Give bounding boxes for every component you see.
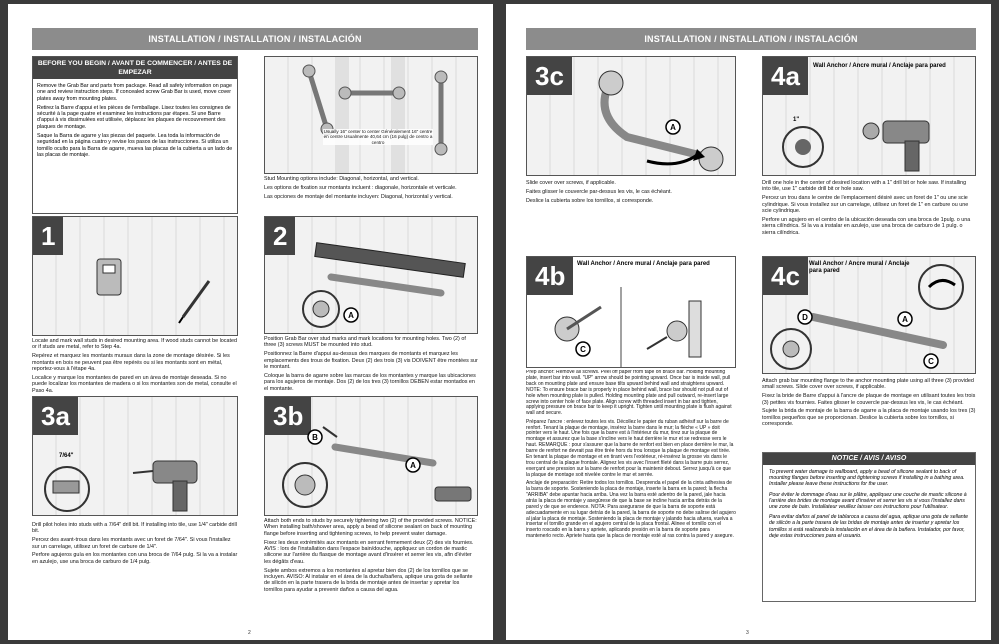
stud-fr: Les options de fixation sur montants incluent : diagonale, horizontale et verticale. [264, 184, 457, 191]
step-4c-label: Wall Anchor / Ancre mural / Anclaje para pared [809, 261, 910, 274]
step-4b-label: Wall Anchor / Ancre mural / Anclaje para pared [577, 261, 710, 267]
before-title: BEFORE YOU BEGIN / AVANT DE COMMENCER / ANTES DE EMPEZAR [33, 57, 237, 79]
step-3c-fr: Faites glisser le couvercle par-dessus les vis, le cas échéant. [526, 188, 672, 195]
step-4a-en: Drill one hole in the center of desired location with a 1" drill bit or hole saw. If installing into tile, use 1" carbide drill bit or hole saw. [762, 180, 967, 193]
notice-fr: Pour éviter le dommage d'eau sur le plâtre, appliquez une couche de mastic silicone à l'arrière des brides de montage avant d'insérer et serrer les vis si vous l'installez dans une zone de bain. Installateur veuillez laisser ces instructions pour l'utilisateur. [769, 491, 967, 511]
callout-d: D [802, 313, 808, 322]
step-4a-es: Perfore un agujero en el centro de la ubicación deseada con una broca de 1pulg. o una sierra cilíndrica. Si la va a instalar en azulejo, use una broca de carburo de 1 pulg. o sierra cilíndrica. [762, 216, 971, 236]
notice-es: Para evitar daños al panel de tablaroca a causa del agua, aplique una gota de sellante de silicón a la parte trasera de las bridas de montaje antes de insertar y apretar los tornillos si está realizando la instalación en el área de la bañera. Instalador, por favor, deje estas instrucciones para el usuario. [769, 514, 968, 539]
attach-flange-illustration [763, 257, 976, 374]
right-header: INSTALLATION / INSTALLATION / INSTALACIÓN [526, 28, 976, 50]
step-4c-number: 4c [763, 257, 808, 295]
step-4a-label: Wall Anchor / Ancre mural / Anclaje para pared [813, 63, 946, 69]
before-fr: Retirez la Barre d'appui et les pièces de l'emballage. Lisez toutes les consignes de sécurité à la page quatre et examinez les instructions par étapes. Si une Barre d'appui à vis dissimulées est utilisée, déplacez les plaques de recouvrement des plaques de montage. [37, 104, 231, 130]
step-3b-es: Sujete ambos extremos a los montantes al apretar bien dos (2) de los tornillos que se incluyen. AVISO: Al instalar en el área de la ducha/bañera, aplique una gota de sellante de silicón en la parte trasera de la brida de montaje antes de insertar y apretar los tornillos para ayudar a prevenir daños a causa del agua. [264, 567, 473, 593]
step-3a-fr: Percez des avant-trous dans les montants avec un foret de 7/64". Si vous l'installez sur un carrelage, utilisez un foret de carbure de 1/4". [32, 537, 231, 550]
step-4c-es: Sujete la brida de montaje de la barra de agarre a la placa de montaje usando los tres (3) tornillos pequeños que se proporcionan. Deslice la cubierta sobre los tornillos, si corresponde. [762, 408, 976, 428]
step-2-text [264, 336, 478, 394]
step-4b-figure [526, 256, 736, 368]
callout-a: A [348, 311, 354, 320]
step-4a-figure [762, 56, 976, 176]
step-3c-text [526, 180, 736, 206]
step-3a-text [32, 522, 238, 568]
step-2-number: 2 [265, 217, 295, 255]
step-4c-en: Attach grab bar mounting flange to the anchor mounting plate using all three (3) provided small screws. Slide cover over screws, if applicable. [762, 378, 974, 391]
step-2-figure [264, 216, 478, 334]
step-4a-number: 4a [763, 57, 808, 95]
step-2-en: Position Grab Bar over stud marks and mark locations for mounting holes. Two (2) of three (3) screws MUST be mounted into stud. [264, 336, 466, 349]
left-page-number: 2 [248, 630, 251, 636]
before-you-begin-box [32, 56, 238, 214]
step-2-es: Coloque la barra de agarre sobre las marcas de los montantes y marque las ubicaciones para los agujeros de montaje. Dos (2) de los tres (3) tornillos DEBEN estar montados en el montante. [264, 372, 476, 392]
hole-size-label: 1" [793, 117, 800, 123]
step-3a-en: Drill pilot holes into studs with a 7/64" drill bit. If installing into tile, use 1/4" carbide drill bit. [32, 522, 237, 535]
callout-a: A [902, 315, 908, 324]
step-4b-en: Prep anchor: Remove all screws. Peel off paper from tape on brace bar. Holding mounting plate, insert bar into wall. "UP" arrow should be pointing upward. Once bar is inside wall, pull back on mounting plate and ensure base tilts upward behind wall and straightens upward. NOTE: To ensure brace bar is properly in place behind wall, brace bar should not pull out of hole when mounting plate is pulled. Holding mounting plate and pull outward, re-insert large screw into center hole of face plate. Align screw with threaded insert in bar and tighten, applying pressure on brace bar to keep it upright. Tighten until mounting plate is flush against wall and secure. [526, 370, 732, 417]
step-3a-number: 3a [33, 397, 78, 435]
slide-cover-illustration [527, 57, 736, 176]
notice-body [763, 465, 975, 547]
notice-en: To prevent water damage to wallboard, apply a bead of silicone sealant to back of mounting flanges before inserting and tightening screws if installing in a bathing area. Installer please leave these instructions for the user. [769, 469, 965, 488]
notice-title: NOTICE / AVIS / AVISO [763, 453, 975, 465]
step-1-es: Localice y marque los montantes de pared en un área de montaje deseada. Si no puede localizar los montantes de madera o si los montantes son de metal, consulte el Paso 4a. [32, 374, 237, 394]
step-3b-figure [264, 396, 478, 516]
before-en: Remove the Grab Bar and parts from package. Read all safety information on page one and review instruction steps. If concealed screw Grab Bar is used, move cover plates away from mounting plates. [37, 83, 232, 102]
level-and-bar-illustration [265, 217, 478, 334]
step-3a-figure [32, 396, 238, 516]
step-3c-number: 3c [527, 57, 572, 95]
stud-options-text [264, 176, 478, 202]
step-3c-en: Slide cover over screws, if applicable. [526, 180, 616, 186]
notice-box [762, 452, 976, 602]
step-3b-text [264, 518, 478, 596]
step-4b-number: 4b [527, 257, 573, 295]
callout-c: C [928, 357, 934, 366]
step-3c-figure [526, 56, 736, 176]
step-4a-text [762, 180, 976, 238]
step-1-fr: Repérez et marquez les montants muraux dans la zone de montage désirée. Si les montants en bois ne peuvent pas être repérés ou si les montants sont en métal, reportez-vous à l'étape 4a. [32, 353, 230, 373]
hole-saw-illustration [763, 57, 976, 176]
step-4c-fr: Fixez la bride de Barre d'appui à l'ancre de plaque de montage en utilisant toutes les trois (3) petites vis fournies. Faites glisser le couvercle par-dessus les vis, le cas échéant. [762, 393, 976, 406]
anchor-prep-illustration [527, 257, 736, 368]
step-1-number: 1 [33, 217, 63, 255]
callout-a: A [410, 461, 416, 470]
step-4a-fr: Percez un trou dans le centre de l'emplacement désiré avec un foret de 1" ou une scie cylindrique. Si vous installez sur un carrelage, utilisez un foret de 1" en carbure ou une scie cylindrique. [762, 195, 969, 215]
step-1-en: Locate and mark wall studs in desired mounting area. If wood studs cannot be located or if studs are metal, refer to Step 4a. [32, 338, 237, 351]
step-3b-fr: Fixez les deux extrémités aux montants en serrant fermement deux (2) des vis fournies. AVIS : lors de l'installation dans l'espace bain/douche, appliquez un cordon de mastic silicone sur l'arrière du flasque de montage avant d'insérer et serrer les vis, afin d'éviter les dégâts d'eau. [264, 539, 474, 565]
step-4b-es: Anclaje de preparación: Retire todos los tornillos. Desprenda el papel de la cinta adhesiva de la barra de soporte. Sosteniendo la placa de montaje, inserte la barra en la pared; la flecha "ARRIBA" debe apuntar hacia arriba. Una vez la barra esté adentro de la pared, jale hacia atrás la placa de montaje y asegúrese de que la base se incline hacia arriba detrás de la pared y de que se enderece. NOTA: Para asegurarse de que la barra de soporte está adecuadamente en su lugar detrás de la pared, la barra de soporte no debe salirse del agujero al jalar la placa de montaje. Sosteniendo la placa de montaje y jalando hacia afuera, vuelva a insertar el tornillo grande en el agujero central de la placa frontal. Alinee el tornillo con el inserto roscado en la barra y apriete, aplicando presión en la barra de soporte para mantenerlo recto. Apriete hasta que la placa de montaje esté al ras contra la pared y asegure. [526, 480, 736, 540]
step-3a-es: Perfore agujeros guía en los montantes con una broca de 7/64 pulg. Si la va a instalar en azulejo, use una broca de carburo de 1/4 pulg. [32, 552, 238, 565]
step-3b-en: Attach both ends to studs by securely tightening two (2) of the provided screws. NOTICE: When installing bath/shower area, apply a bead of silicone sealant on back of mounting flange before inserting and tightening screws, to help prevent water damage. [264, 518, 477, 537]
before-es: Saque la Barra de agarre y las piezas del paquete. Lea toda la información de seguridad en la página cuatro y revise los pasos de las instrucciones. Si utiliza un tornillo oculto para la Barra de agarre, mueva las placas de la cubierta a un lado de las placas de montaje. [37, 133, 233, 158]
step-1-text [32, 338, 238, 396]
before-body [33, 79, 237, 165]
right-page-number: 3 [746, 630, 749, 636]
right-page [506, 4, 991, 640]
step-4b-text [526, 370, 736, 543]
stud-en: Stud Mounting options include: Diagonal, horizontal, and vertical. [264, 176, 419, 182]
stud-finder-illustration [33, 217, 238, 336]
stud-bars-illustration [265, 57, 478, 174]
screw-bar-illustration [265, 397, 478, 516]
step-2-fr: Positionnez la Barre d'appui au-dessus des marques de montants et marquez les emplacements des trous de fixation. Deux (2) des trois (3) vis DOIVENT être montées sur le montant. [264, 351, 478, 371]
left-page [8, 4, 493, 640]
callout-c: C [580, 345, 586, 354]
stud-mounting-figure [264, 56, 478, 174]
step-4c-text [762, 378, 976, 430]
left-header: INSTALLATION / INSTALLATION / INSTALACIÓN [32, 28, 478, 50]
step-4b-fr: Préparez l'ancre : enlevez toutes les vis. Décollez le papier du ruban adhésif sur la barre de renfort. Tenant la plaque de montage, insérez la barre dans le mur; la flèche « UP » doit pointer vers le haut. Une fois que la barre est à l'intérieur du mur, tirez sur la plaque de montage et assurez que la base s'incline vers le haut derrière le mur et se redresse vers le haut. REMARQUE : pour s'assurer que la barre de renfort est bien en place derrière le mur, la barre de renfort ne devrait pas être tirée hors du trou lorsque la plaque de montage est tirée. En tenant la plaque de montage et en tirant vers l'extérieur, ré-insérez la grosse vis dans le trou central de la plaque frontale. Alignez les vis avec l'insert fileté dans la barre puis serrez, exerçant une pression sur la barre de renfort pour la maintenir debout. Serrez jusqu'à ce que la plaque de montage soit nivelée contre le mur et serrée. [526, 418, 734, 478]
callout-b: B [312, 433, 318, 442]
callout-a: A [670, 123, 676, 132]
stud-es: Las opciones de montaje del montante incluyen: Diagonal, horizontal y vertical. [264, 193, 453, 200]
step-3c-es: Deslice la cubierta sobre los tornillos, si corresponde. [526, 197, 654, 204]
step-1-figure [32, 216, 238, 336]
step-3b-number: 3b [265, 397, 311, 435]
step-4c-figure [762, 256, 976, 374]
drill-illustration [33, 397, 238, 516]
drill-size-label: 7/64" [59, 453, 74, 459]
stud-center-note: Usually 16" center to center Généralement 16" centre en centre Usualmente 40,64 cm (16 pulg) de centro a centro [323, 129, 433, 145]
